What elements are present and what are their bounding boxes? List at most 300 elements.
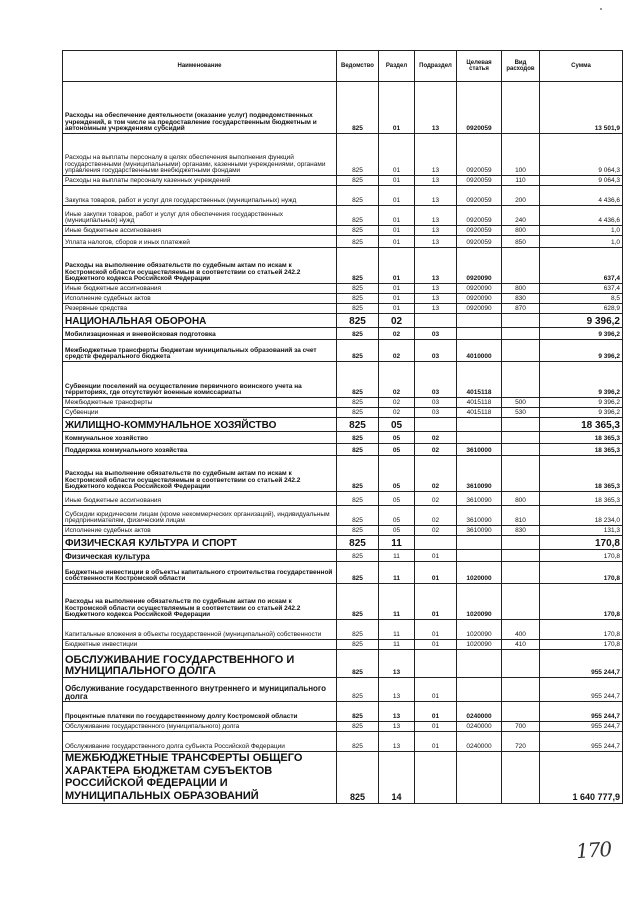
cell-name: Уплата налогов, сборов и иных платежей (63, 236, 337, 248)
cell-art: 4010000 (457, 340, 502, 362)
table-row (63, 550, 623, 562)
table-row (63, 304, 623, 314)
cell-dept: 825 (337, 226, 379, 236)
cell-sum: 9 396,2 (540, 314, 623, 328)
cell-sub: 13 (415, 206, 457, 226)
cell-sum: 955 244,7 (540, 702, 623, 722)
cell-sum: 955 244,7 (540, 678, 623, 702)
cell-art: 4015118 (457, 398, 502, 408)
cell-vr (502, 314, 540, 328)
cell-sub: 13 (415, 248, 457, 284)
cell-dept: 825 (337, 398, 379, 408)
cell-vr (502, 82, 540, 134)
cell-sub: 02 (415, 506, 457, 526)
cell-sub: 01 (415, 550, 457, 562)
cell-name: Расходы на обеспечение деятельности (оказание услуг) подведомственных учреждений, в том числе на предоставление государственным бюджетным и автономным учреждениям субсидий (63, 82, 337, 134)
cell-name: Бюджетные инвестиции в объекты капитального строительства государственной собственности Костромской области (63, 562, 337, 584)
cell-sub: 13 (415, 236, 457, 248)
cell-sec: 05 (379, 506, 415, 526)
header-article: Целевая статья (457, 51, 502, 82)
cell-art: 4015118 (457, 362, 502, 398)
cell-sum: 4 436,6 (540, 206, 623, 226)
cell-art: 3610000 (457, 444, 502, 456)
table-row (63, 456, 623, 492)
cell-sub: 01 (415, 678, 457, 702)
cell-art: 0920059 (457, 206, 502, 226)
cell-vr (502, 248, 540, 284)
cell-vr (502, 328, 540, 340)
cell-sub: 13 (415, 82, 457, 134)
table-body (63, 82, 623, 804)
cell-sub: 13 (415, 294, 457, 304)
cell-dept: 825 (337, 752, 379, 804)
cell-sec: 13 (379, 702, 415, 722)
cell-sub: 03 (415, 328, 457, 340)
table-row (63, 294, 623, 304)
cell-art (457, 328, 502, 340)
cell-sum: 170,8 (540, 640, 623, 650)
cell-dept: 825 (337, 314, 379, 328)
cell-sum: 18 365,3 (540, 418, 623, 432)
cell-dept: 825 (337, 526, 379, 536)
cell-sum: 955 244,7 (540, 732, 623, 752)
cell-vr: 700 (502, 722, 540, 732)
cell-art: 0920059 (457, 176, 502, 186)
cell-vr: 240 (502, 206, 540, 226)
header-sum: Сумма (540, 51, 623, 82)
cell-sub (415, 536, 457, 550)
cell-vr (502, 418, 540, 432)
cell-art (457, 432, 502, 444)
cell-sum: 637,4 (540, 248, 623, 284)
cell-art (457, 650, 502, 678)
cell-art: 0920090 (457, 304, 502, 314)
cell-sum: 170,8 (540, 536, 623, 550)
table-row (63, 328, 623, 340)
cell-sec: 05 (379, 492, 415, 506)
table-row (63, 722, 623, 732)
cell-name: Мобилизационная и вневойсковая подготовка (63, 328, 337, 340)
cell-sub: 03 (415, 340, 457, 362)
cell-sum: 4 436,6 (540, 186, 623, 206)
cell-sub (415, 752, 457, 804)
cell-name: Межбюджетные трансферты (63, 398, 337, 408)
cell-vr (502, 536, 540, 550)
cell-sub (415, 314, 457, 328)
cell-sec: 13 (379, 722, 415, 732)
cell-sub: 02 (415, 456, 457, 492)
cell-dept: 825 (337, 82, 379, 134)
cell-dept: 825 (337, 640, 379, 650)
cell-sec: 02 (379, 328, 415, 340)
table-row (63, 506, 623, 526)
cell-sub: 01 (415, 722, 457, 732)
cell-vr (502, 702, 540, 722)
table-row (63, 732, 623, 752)
cell-art: 0240000 (457, 722, 502, 732)
cell-sub: 03 (415, 362, 457, 398)
cell-art (457, 314, 502, 328)
cell-sub: 02 (415, 492, 457, 506)
cell-sec: 02 (379, 340, 415, 362)
cell-dept: 825 (337, 506, 379, 526)
cell-sum: 9 396,2 (540, 408, 623, 418)
cell-dept: 825 (337, 650, 379, 678)
cell-name: Физическая культура (63, 550, 337, 562)
header-name: Наименование (63, 51, 337, 82)
cell-dept: 825 (337, 236, 379, 248)
cell-sum: 637,4 (540, 284, 623, 294)
cell-art: 4015118 (457, 408, 502, 418)
cell-sum: 13 501,9 (540, 82, 623, 134)
cell-sec: 05 (379, 418, 415, 432)
cell-vr (502, 362, 540, 398)
cell-name: Закупка товаров, работ и услуг для государственных (муниципальных) нужд (63, 186, 337, 206)
cell-sec: 14 (379, 752, 415, 804)
cell-art (457, 752, 502, 804)
cell-dept: 825 (337, 702, 379, 722)
cell-sub: 03 (415, 398, 457, 408)
cell-sec: 11 (379, 562, 415, 584)
table-row (63, 408, 623, 418)
cell-vr: 530 (502, 408, 540, 418)
cell-sec: 01 (379, 248, 415, 284)
cell-sec: 11 (379, 550, 415, 562)
cell-art: 1020090 (457, 584, 502, 620)
table-row (63, 284, 623, 294)
cell-vr: 800 (502, 492, 540, 506)
table-row (63, 134, 623, 176)
table-row (63, 362, 623, 398)
cell-sec: 13 (379, 678, 415, 702)
cell-sub: 02 (415, 432, 457, 444)
cell-dept: 825 (337, 304, 379, 314)
cell-sum: 955 244,7 (540, 650, 623, 678)
cell-sum: 9 064,3 (540, 134, 623, 176)
header-exptype: Вид расходов (502, 51, 540, 82)
cell-name: ОБСЛУЖИВАНИЕ ГОСУДАРСТВЕННОГО И МУНИЦИПАЛЬНОГО ДОЛГА (63, 650, 337, 678)
cell-vr: 870 (502, 304, 540, 314)
header-dept: Ведомство (337, 51, 379, 82)
cell-vr: 200 (502, 186, 540, 206)
cell-sec: 02 (379, 408, 415, 418)
cell-sum: 18 365,3 (540, 432, 623, 444)
cell-sec: 01 (379, 304, 415, 314)
cell-vr: 400 (502, 620, 540, 640)
cell-name: Иные бюджетные ассигнования (63, 226, 337, 236)
table-header-row (63, 51, 623, 82)
cell-name: Исполнение судебных актов (63, 526, 337, 536)
cell-sub: 03 (415, 408, 457, 418)
cell-art: 0920090 (457, 284, 502, 294)
table-row (63, 536, 623, 550)
cell-art: 0240000 (457, 732, 502, 752)
cell-name: ЖИЛИЩНО-КОММУНАЛЬНОЕ ХОЗЯЙСТВО (63, 418, 337, 432)
cell-dept: 825 (337, 732, 379, 752)
cell-name: Капитальные вложения в объекты государственной (муниципальной) собственности (63, 620, 337, 640)
cell-sec: 05 (379, 444, 415, 456)
cell-dept: 825 (337, 284, 379, 294)
header-subsection: Подраздел (415, 51, 457, 82)
cell-sub: 02 (415, 444, 457, 456)
table-row (63, 444, 623, 456)
table-row (63, 620, 623, 640)
cell-name: Субвенции поселений на осуществление первичного воинского учета на территориях, где отсутствуют военные комиссариаты (63, 362, 337, 398)
cell-art: 0920059 (457, 226, 502, 236)
cell-sub: 13 (415, 284, 457, 294)
cell-art: 1020090 (457, 620, 502, 640)
cell-name: Иные бюджетные ассигнования (63, 284, 337, 294)
cell-name: Резервные средства (63, 304, 337, 314)
table-row (63, 562, 623, 584)
table-row (63, 650, 623, 678)
cell-sec: 01 (379, 226, 415, 236)
cell-sub: 02 (415, 526, 457, 536)
cell-sub: 13 (415, 186, 457, 206)
cell-sum: 628,9 (540, 304, 623, 314)
cell-vr: 830 (502, 294, 540, 304)
cell-vr (502, 444, 540, 456)
table-row (63, 584, 623, 620)
cell-sum: 170,8 (540, 562, 623, 584)
cell-sec: 02 (379, 398, 415, 408)
cell-name: ФИЗИЧЕСКАЯ КУЛЬТУРА И СПОРТ (63, 536, 337, 550)
cell-vr: 410 (502, 640, 540, 650)
table-row (63, 418, 623, 432)
cell-sec: 13 (379, 650, 415, 678)
cell-art: 3610090 (457, 526, 502, 536)
cell-dept: 825 (337, 456, 379, 492)
cell-sec: 11 (379, 536, 415, 550)
cell-sum: 1,0 (540, 226, 623, 236)
cell-sec: 01 (379, 186, 415, 206)
cell-vr (502, 550, 540, 562)
cell-vr (502, 456, 540, 492)
cell-dept: 825 (337, 362, 379, 398)
cell-sub (415, 418, 457, 432)
cell-sum: 9 064,3 (540, 176, 623, 186)
cell-sec: 05 (379, 432, 415, 444)
cell-sub (415, 650, 457, 678)
cell-dept: 825 (337, 134, 379, 176)
cell-art: 0920059 (457, 82, 502, 134)
cell-art (457, 550, 502, 562)
cell-sec: 01 (379, 294, 415, 304)
cell-name: Коммунальное хозяйство (63, 432, 337, 444)
cell-name: Процентные платежи по государственному долгу Костромской области (63, 702, 337, 722)
cell-vr: 850 (502, 236, 540, 248)
cell-dept: 825 (337, 186, 379, 206)
cell-sub: 01 (415, 562, 457, 584)
table-row (63, 248, 623, 284)
cell-art: 1020000 (457, 562, 502, 584)
cell-vr (502, 432, 540, 444)
cell-sub: 01 (415, 640, 457, 650)
cell-dept: 825 (337, 562, 379, 584)
table-row (63, 492, 623, 506)
cell-name: Обслуживание государственного долга субъекта Российской Федерации (63, 732, 337, 752)
cell-sec: 11 (379, 620, 415, 640)
table-row (63, 702, 623, 722)
cell-sum: 18 365,3 (540, 444, 623, 456)
cell-dept: 825 (337, 176, 379, 186)
table-row (63, 176, 623, 186)
cell-dept: 825 (337, 248, 379, 284)
cell-sec: 01 (379, 206, 415, 226)
budget-table (62, 50, 623, 804)
cell-sec: 01 (379, 134, 415, 176)
table-row (63, 340, 623, 362)
cell-sub: 13 (415, 134, 457, 176)
cell-art (457, 418, 502, 432)
cell-sum: 18 234,0 (540, 506, 623, 526)
table-row (63, 432, 623, 444)
cell-sub: 01 (415, 584, 457, 620)
table-row (63, 526, 623, 536)
cell-art: 0920090 (457, 248, 502, 284)
cell-sum: 18 365,3 (540, 492, 623, 506)
cell-sub: 13 (415, 176, 457, 186)
table-row (63, 206, 623, 226)
cell-dept: 825 (337, 206, 379, 226)
cell-name: Расходы на выплаты персоналу казенных учреждений (63, 176, 337, 186)
cell-name: Иные закупки товаров, работ и услуг для обеспечения государственных (муниципальных) нужд (63, 206, 337, 226)
cell-dept: 825 (337, 432, 379, 444)
cell-dept: 825 (337, 418, 379, 432)
table-row (63, 314, 623, 328)
cell-name: Субвенции (63, 408, 337, 418)
cell-sec: 05 (379, 456, 415, 492)
header-section: Раздел (379, 51, 415, 82)
cell-sec: 02 (379, 362, 415, 398)
cell-dept: 825 (337, 340, 379, 362)
cell-sum: 9 396,2 (540, 398, 623, 408)
table-row (63, 398, 623, 408)
cell-vr (502, 752, 540, 804)
cell-sum: 18 365,3 (540, 456, 623, 492)
cell-vr: 500 (502, 398, 540, 408)
cell-sec: 01 (379, 176, 415, 186)
cell-sum: 170,8 (540, 584, 623, 620)
cell-vr (502, 562, 540, 584)
cell-sum: 9 396,2 (540, 340, 623, 362)
cell-vr: 100 (502, 134, 540, 176)
cell-dept: 825 (337, 328, 379, 340)
table-row (63, 640, 623, 650)
cell-sum: 8,5 (540, 294, 623, 304)
cell-sec: 11 (379, 640, 415, 650)
cell-dept: 825 (337, 536, 379, 550)
cell-sub: 01 (415, 620, 457, 640)
table-row (63, 82, 623, 134)
cell-sum: 131,3 (540, 526, 623, 536)
cell-art (457, 678, 502, 702)
table-row (63, 678, 623, 702)
cell-sum: 955 244,7 (540, 722, 623, 732)
cell-name: Исполнение судебных актов (63, 294, 337, 304)
cell-sub: 01 (415, 732, 457, 752)
cell-art: 0920059 (457, 186, 502, 206)
cell-sec: 05 (379, 526, 415, 536)
cell-sub: 01 (415, 702, 457, 722)
cell-dept: 825 (337, 722, 379, 732)
cell-dept: 825 (337, 678, 379, 702)
cell-name: Расходы на выплаты персоналу в целях обеспечения выполнения функций государственными (муниципальными) органами, казенными учреждениями, органами управления государственными внебюджетными фондами (63, 134, 337, 176)
cell-dept: 825 (337, 620, 379, 640)
cell-art: 3610090 (457, 456, 502, 492)
cell-art: 3610090 (457, 492, 502, 506)
cell-art: 0920059 (457, 236, 502, 248)
cell-sum: 9 396,2 (540, 362, 623, 398)
table-row (63, 186, 623, 206)
cell-vr: 110 (502, 176, 540, 186)
cell-name: Иные бюджетные ассигнования (63, 492, 337, 506)
cell-name: Субсидии юридическим лицам (кроме некоммерческих организаций), индивидуальным предпринимателям, физическим лицам (63, 506, 337, 526)
cell-sec: 01 (379, 82, 415, 134)
table-row (63, 226, 623, 236)
cell-art: 0240000 (457, 702, 502, 722)
cell-vr (502, 584, 540, 620)
cell-vr (502, 678, 540, 702)
cell-vr: 810 (502, 506, 540, 526)
cell-art: 0920090 (457, 294, 502, 304)
cell-dept: 825 (337, 444, 379, 456)
table-row (63, 236, 623, 248)
cell-name: МЕЖБЮДЖЕТНЫЕ ТРАНСФЕРТЫ ОБЩЕГО ХАРАКТЕРА БЮДЖЕТАМ СУБЪЕКТОВ РОССИЙСКОЙ ФЕДЕРАЦИИ И МУНИЦИПАЛЬНЫХ ОБРАЗОВАНИЙ (63, 752, 337, 804)
cell-name: Бюджетные инвестиции (63, 640, 337, 650)
cell-sum: 170,8 (540, 620, 623, 640)
cell-sum: 170,8 (540, 550, 623, 562)
cell-dept: 825 (337, 294, 379, 304)
cell-name: Расходы на выполнение обязательств по судебным актам по искам к Костромской области осуществляемым в соответствии со статьей 242.2 Бюджетного кодекса Российской Федерации (63, 584, 337, 620)
cell-name: Обслуживание государственного внутреннего и муниципального долга (63, 678, 337, 702)
handwritten-page-number: 170 (575, 836, 612, 864)
cell-sec: 13 (379, 732, 415, 752)
cell-name: Расходы на выполнение обязательств по судебным актам по искам к Костромской области осуществляемым в соответствии со статьей 242.2 Бюджетного кодекса Российской Федерации (63, 456, 337, 492)
table-row (63, 752, 623, 804)
cell-name: Расходы на выполнение обязательств по судебным актам по искам к Костромской области осуществляемым в соответствии со статьей 242.2 Бюджетного кодекса Российской Федерации (63, 248, 337, 284)
cell-sec: 01 (379, 236, 415, 248)
scan-speck (600, 8, 602, 10)
cell-vr: 720 (502, 732, 540, 752)
cell-art (457, 536, 502, 550)
cell-sum: 9 396,2 (540, 328, 623, 340)
cell-art: 1020090 (457, 640, 502, 650)
cell-name: Поддержка коммунального хозяйства (63, 444, 337, 456)
cell-sub: 13 (415, 226, 457, 236)
cell-art: 3610090 (457, 506, 502, 526)
cell-sub: 13 (415, 304, 457, 314)
cell-name: Межбюджетные трансферты бюджетам муниципальных образований за счет средств федерального бюджета (63, 340, 337, 362)
cell-art: 0920059 (457, 134, 502, 176)
cell-name: Обслуживание государственного (муниципального) долга (63, 722, 337, 732)
cell-vr: 800 (502, 284, 540, 294)
cell-vr: 830 (502, 526, 540, 536)
cell-vr (502, 340, 540, 362)
cell-dept: 825 (337, 492, 379, 506)
cell-sum: 1 640 777,9 (540, 752, 623, 804)
cell-sum: 1,0 (540, 236, 623, 248)
cell-vr: 800 (502, 226, 540, 236)
cell-sec: 01 (379, 284, 415, 294)
cell-vr (502, 650, 540, 678)
cell-sec: 02 (379, 314, 415, 328)
cell-name: НАЦИОНАЛЬНАЯ ОБОРОНА (63, 314, 337, 328)
cell-sec: 11 (379, 584, 415, 620)
cell-dept: 825 (337, 408, 379, 418)
cell-dept: 825 (337, 584, 379, 620)
cell-dept: 825 (337, 550, 379, 562)
